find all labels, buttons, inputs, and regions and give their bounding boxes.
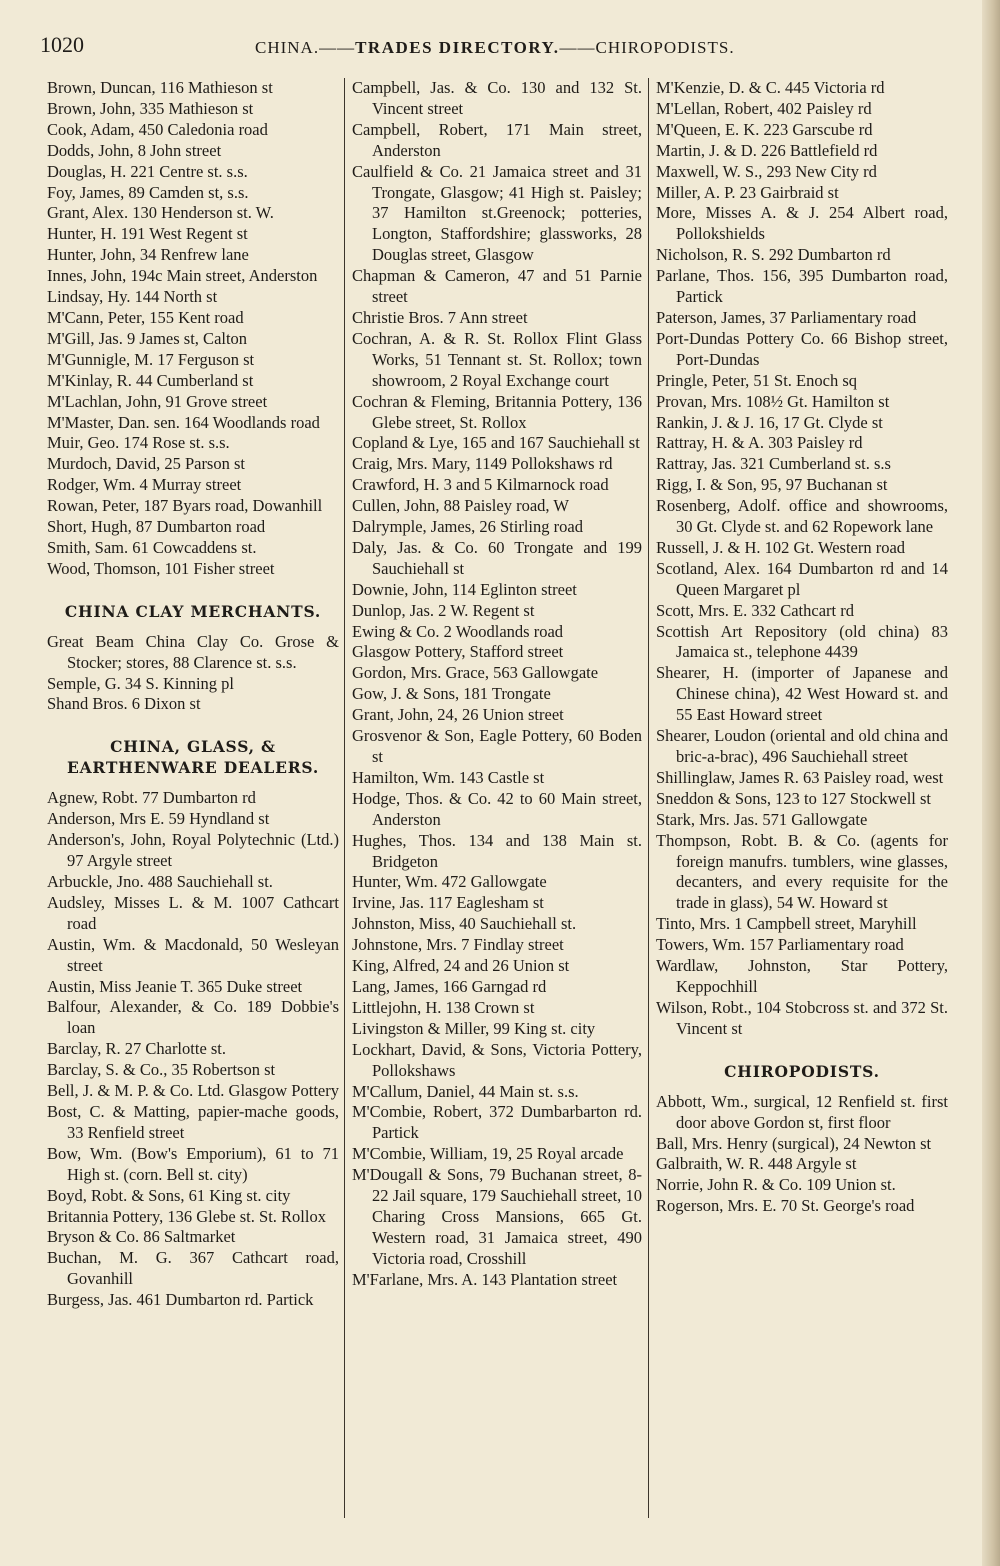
directory-entry: Norrie, John R. & Co. 109 Union st. [656,1175,896,1195]
directory-entry: Hamilton, Wm. 143 Castle st [352,767,545,787]
directory-entry: Cochran & Fleming, Britannia Pottery, 136 Glebe street, St. Rollox [352,391,642,432]
directory-entry: Audsley, Misses L. & M. 1007 Cathcart road [47,892,339,933]
directory-entry: Dodds, John, 8 John street [47,140,222,160]
directory-entry: Hodge, Thos. & Co. 42 to 60 Main street, Anderston [352,788,642,829]
directory-entry: Towers, Wm. 157 Parliamentary road [656,935,904,955]
page-number: 1020 [40,32,84,57]
header-dash-left: —— [319,38,356,57]
directory-entry: Brown, Duncan, 116 Mathieson st [47,78,273,97]
directory-entry: Gow, J. & Sons, 181 Trongate [352,684,551,704]
directory-entry: Miller, A. P. 23 Gairbraid st [656,182,839,202]
directory-entry: Daly, Jas. & Co. 60 Trongate and 199 Sauchiehall st [352,537,642,578]
directory-entry: Galbraith, W. R. 448 Argyle st [656,1154,857,1174]
running-header [40,30,970,70]
directory-entry: Barclay, R. 27 Charlotte st. [47,1039,227,1059]
directory-entry: Sneddon & Sons, 123 to 127 Stockwell st [656,788,932,808]
directory-entry: Hunter, Wm. 472 Gallowgate [352,872,547,892]
directory-entry: Hunter, John, 34 Renfrew lane [47,245,249,265]
directory-entry: Douglas, H. 221 Centre st. s.s. [47,161,248,181]
directory-entry: Cochran, A. & R. St. Rollox Flint Glass Works, 51 Tennant st. St. Rollox; town showroom, 2 Royal Exchange court [352,328,642,390]
directory-entry: King, Alfred, 24 and 26 Union st [352,956,570,976]
directory-entry: Scott, Mrs. E. 332 Cathcart rd [656,600,854,620]
directory-entry: M'Callum, Daniel, 44 Main st. s.s. [352,1081,579,1101]
directory-entry: Anderson's, John, Royal Polytechnic (Ltd.) 97 Argyle street [47,830,339,871]
section-heading: CHIROPODISTS. [724,1061,880,1081]
directory-entry: Campbell, Jas. & Co. 130 and 132 St. Vincent street [352,78,642,118]
directory-entry: Abbott, Wm., surgical, 12 Renfield st. first door above Gordon st, first floor [656,1091,948,1132]
directory-entry: Stark, Mrs. Jas. 571 Gallowgate [656,809,868,829]
directory-entry: Johnstone, Mrs. 7 Findlay street [352,935,564,955]
directory-entry: Rogerson, Mrs. E. 70 St. George's road [656,1196,915,1216]
directory-entry: Balfour, Alexander, & Co. 189 Dobbie's loan [47,997,339,1038]
header-left-term: CHINA. [255,38,320,57]
directory-entry: Smith, Sam. 61 Cowcaddens st. [47,537,257,557]
directory-entry: Livingston & Miller, 99 King st. city [352,1018,596,1038]
directory-entry: More, Misses A. & J. 254 Albert road, Pollokshields [656,203,948,244]
directory-entry: Austin, Wm. & Macdonald, 50 Wesleyan street [47,934,339,975]
directory-entry: M'Queen, E. K. 223 Garscube rd [656,119,873,139]
directory-entry: Lindsay, Hy. 144 North st [47,287,218,307]
directory-entry: Rowan, Peter, 187 Byars road, Dowanhill [47,496,323,516]
section-heading: CHINA, GLASS, & EARTHENWARE DEALERS. [66,737,320,778]
directory-entry: Tinto, Mrs. 1 Campbell street, Maryhill [656,914,917,934]
directory-entry: M'Kenzie, D. & C. 445 Victoria rd [656,78,885,97]
directory-entry: M'Master, Dan. sen. 164 Woodlands road [47,412,320,432]
directory-entry: Rigg, I. & Son, 95, 97 Buchanan st [656,475,888,495]
directory-entry: Agnew, Robt. 77 Dumbarton rd [47,788,256,808]
directory-entry: Ewing & Co. 2 Woodlands road [352,621,564,641]
directory-entry: Nicholson, R. S. 292 Dumbarton rd [656,245,891,265]
header-center-title: TRADES DIRECTORY. [355,38,560,57]
directory-entry: Shillinglaw, James R. 63 Paisley road, west [656,767,944,787]
directory-entry: Provan, Mrs. 108½ Gt. Hamilton st [656,391,890,411]
directory-entry: Boyd, Robt. & Sons, 61 King st. city [47,1185,291,1205]
directory-entry: Anderson, Mrs E. 59 Hyndland st [47,809,270,829]
directory-entry: Hughes, Thos. 134 and 138 Main st. Bridgeton [352,830,642,871]
running-title [255,38,735,58]
directory-entry: Short, Hugh, 87 Dumbarton road [47,517,266,537]
directory-entry: Downie, John, 114 Eglinton street [352,579,577,599]
column-3 [656,78,948,1217]
column-2 [352,78,642,1291]
directory-entry: Arbuckle, Jno. 488 Sauchiehall st. [47,872,273,891]
directory-entry: Parlane, Thos. 156, 395 Dumbarton road, Partick [656,266,948,307]
directory-entry: M'Kinlay, R. 44 Cumberland st [47,370,254,390]
directory-entry: Campbell, Robert, 171 Main street, Anderston [352,119,642,160]
directory-entry: Irvine, Jas. 117 Eaglesham st [352,893,544,913]
column-1 [47,78,339,1311]
directory-entry: Shand Bros. 6 Dixon st [47,694,201,714]
directory-entry: Ball, Mrs. Henry (surgical), 24 Newton st [656,1133,932,1153]
directory-entry: Maxwell, W. S., 293 New City rd [656,161,877,181]
directory-entry: Burgess, Jas. 461 Dumbarton rd. Partick [47,1290,314,1310]
directory-entry: Rattray, H. & A. 303 Paisley rd [656,433,863,453]
directory-entry: Scotland, Alex. 164 Dumbarton rd and 14 Queen Margaret pl [656,558,948,599]
header-dash-right: —— [559,38,596,57]
directory-entry: Rankin, J. & J. 16, 17 Gt. Clyde st [656,412,883,432]
directory-entry: Wood, Thomson, 101 Fisher street [47,558,275,578]
directory-entry: Bow, Wm. (Bow's Emporium), 61 to 71 High st. (corn. Bell st. city) [47,1143,339,1184]
header-right-term: CHIROPODISTS. [595,38,735,57]
directory-entry: Scottish Art Repository (old china) 83 Jamaica st., telephone 4439 [656,621,948,662]
directory-entry: Thompson, Robt. B. & Co. (agents for foreign manufrs. tumblers, wine glasses, decanters, and every requisite for the trade in glass), 54 W. Howard st [656,830,948,913]
directory-entry: Cullen, John, 88 Paisley road, W [352,496,569,516]
directory-entry: M'Combie, Robert, 372 Dumbarbarton rd. Partick [352,1102,642,1143]
directory-entry: Craig, Mrs. Mary, 1149 Pollokshaws rd [352,454,613,474]
directory-entry: Shearer, H. (importer of Japanese and Chinese china), 42 West Howard st. and 55 East Howard street [656,663,948,725]
directory-entry: Copland & Lye, 165 and 167 Sauchiehall st [352,433,640,453]
directory-entry: Wardlaw, Johnston, Star Pottery, Keppochhill [656,956,948,996]
directory-entry: Brown, John, 335 Mathieson st [47,98,254,118]
page-edge [982,0,1000,1566]
directory-entry: Grant, Alex. 130 Henderson st. W. [47,203,274,223]
directory-entry: Bryson & Co. 86 Saltmarket [47,1227,236,1247]
directory-entry: M'Combie, William, 19, 25 Royal arcade [352,1144,624,1164]
directory-entry: Bell, J. & M. P. & Co. Ltd. Glasgow Pottery [47,1081,339,1101]
directory-entry: Martin, J. & D. 226 Battlefield rd [656,140,878,160]
directory-entry: Semple, G. 34 S. Kinning pl [47,673,235,693]
directory-entry: Hunter, H. 191 West Regent st [47,224,248,244]
directory-entry: Dalrymple, James, 26 Stirling road [352,517,583,537]
directory-entry: M'Farlane, Mrs. A. 143 Plantation street [352,1269,618,1289]
directory-entry: Murdoch, David, 25 Parson st [47,454,245,474]
directory-entry: Barclay, S. & Co., 35 Robertson st [47,1060,276,1080]
directory-entry: Great Beam China Clay Co. Grose & Stocker; stores, 88 Clarence st. s.s. [47,631,339,672]
directory-entry: Port-Dundas Pottery Co. 66 Bishop street, Port-Dundas [656,328,948,369]
directory-entry: M'Cann, Peter, 155 Kent road [47,307,244,327]
directory-entry: Dunlop, Jas. 2 W. Regent st [352,600,535,620]
directory-entry: Lang, James, 166 Garngad rd [352,976,547,996]
directory-entry: Grosvenor & Son, Eagle Pottery, 60 Boden st [352,726,642,766]
directory-entry: Rosenberg, Adolf. office and showrooms, 30 Gt. Clyde st. and 62 Ropework lane [656,496,948,537]
column-divider [344,78,345,1518]
directory-entry: Johnston, Miss, 40 Sauchiehall st. [352,914,577,934]
directory-entry: Bost, C. & Matting, papier-mache goods, 33 Renfield street [47,1101,339,1142]
directory-entry: Glasgow Pottery, Stafford street [352,642,564,662]
directory-entry: Chapman & Cameron, 47 and 51 Parnie street [352,266,642,307]
directory-entry: Paterson, James, 37 Parliamentary road [656,307,917,327]
directory-entry: Shearer, Loudon (oriental and old china and bric-a-brac), 496 Sauchiehall street [656,726,948,766]
directory-entry: Muir, Geo. 174 Rose st. s.s. [47,433,230,453]
directory-entry: Pringle, Peter, 51 St. Enoch sq [656,370,857,390]
directory-entry: Innes, John, 194c Main street, Anderston [47,266,318,286]
directory-entry: Foy, James, 89 Camden st, s.s. [47,182,249,202]
directory-entry: Russell, J. & H. 102 Gt. Western road [656,537,906,557]
directory-entry: Rattray, Jas. 321 Cumberland st. s.s [656,454,891,474]
directory-entry: Wilson, Robt., 104 Stobcross st. and 372 St. Vincent st [656,997,948,1038]
section-heading: CHINA CLAY MERCHANTS. [64,601,322,621]
directory-entry: Littlejohn, H. 138 Crown st [352,997,535,1017]
directory-entry: Rodger, Wm. 4 Murray street [47,475,242,495]
directory-entry: M'Gunnigle, M. 17 Ferguson st [47,349,255,369]
directory-entry: Buchan, M. G. 367 Cathcart road, Govanhill [47,1248,339,1289]
directory-entry: Caulfield & Co. 21 Jamaica street and 31 Trongate, Glasgow; 41 High st. Paisley; 37 Hamilton st.Greenock; potteries, Longton, Staffordshire; glassworks, 28 Douglas street, Glasgow [352,161,642,265]
directory-entry: M'Lachlan, John, 91 Grove street [47,391,268,411]
directory-entry: Austin, Miss Jeanie T. 365 Duke street [47,976,303,996]
directory-entry: Britannia Pottery, 136 Glebe st. St. Rollox [47,1206,326,1226]
directory-entry: M'Lellan, Robert, 402 Paisley rd [656,98,872,118]
directory-entry: Lockhart, David, & Sons, Victoria Pottery, Pollokshaws [352,1039,642,1080]
directory-entry: Cook, Adam, 450 Caledonia road [47,119,268,139]
column-divider [648,78,649,1518]
directory-entry: M'Dougall & Sons, 79 Buchanan street, 8-22 Jail square, 179 Sauchiehall street, 10 Charing Cross Mansions, 665 Gt. Western road, 31 Jamaica street, 490 Victoria road, Crosshill [352,1165,642,1268]
directory-entry: Gordon, Mrs. Grace, 563 Gallowgate [352,663,599,683]
directory-entry: M'Gill, Jas. 9 James st, Calton [47,328,248,348]
directory-entry: Crawford, H. 3 and 5 Kilmarnock road [352,475,609,495]
directory-entry: Christie Bros. 7 Ann street [352,307,528,327]
directory-entry: Grant, John, 24, 26 Union street [352,705,564,725]
